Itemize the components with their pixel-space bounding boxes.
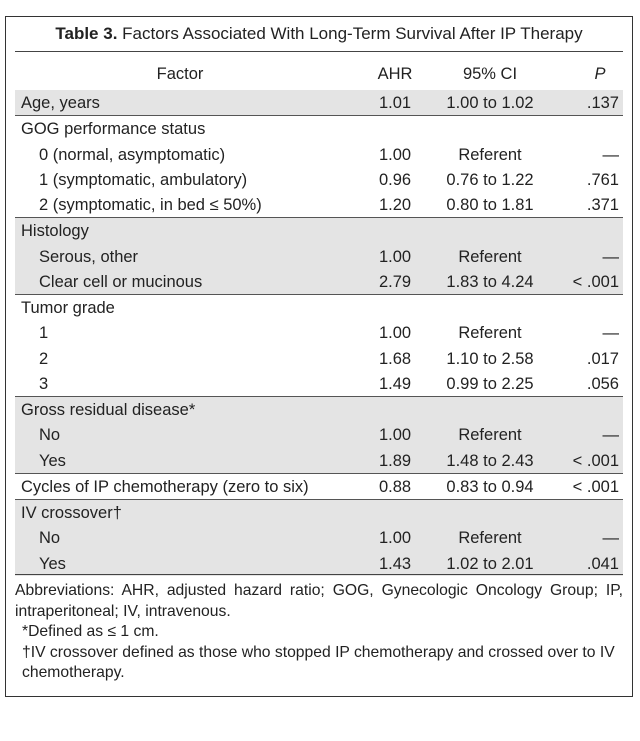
cell-factor: 0 (normal, asymptomatic) xyxy=(39,145,226,164)
cell-ahr: 1.00 xyxy=(378,426,412,445)
table-number: Table 3. xyxy=(55,24,118,43)
table-row xyxy=(15,551,623,576)
cell-ahr: 1.89 xyxy=(378,451,412,470)
table-row xyxy=(15,499,623,525)
cell-factor: 2 xyxy=(39,349,49,368)
header-factor: Factor xyxy=(156,65,204,83)
cell-p: .371 xyxy=(586,196,619,214)
cell-factor: Yes xyxy=(39,554,66,573)
table-row xyxy=(15,396,623,422)
cell-ahr: 1.43 xyxy=(378,554,412,573)
table-caption: Factors Associated With Long-Term Survival After IP Therapy xyxy=(122,24,583,43)
cell-ci: 0.76 to 1.22 xyxy=(446,170,534,189)
cell-ci: Referent xyxy=(458,324,522,343)
cell-ci: 1.02 to 2.01 xyxy=(446,554,534,573)
cell-factor: 3 xyxy=(39,374,49,393)
cell-ci: Referent xyxy=(458,529,522,548)
cell-factor: IV crossover† xyxy=(21,504,122,522)
cell-p: — xyxy=(602,247,619,266)
cell-ci: 1.48 to 2.43 xyxy=(446,451,534,470)
cell-ahr: 1.68 xyxy=(378,349,412,368)
cell-factor: 2 (symptomatic, in bed ≤ 50%) xyxy=(39,196,262,214)
cell-p: .056 xyxy=(586,374,619,393)
cell-p: .137 xyxy=(586,94,619,112)
header-ci: 95% CI xyxy=(462,65,518,83)
cell-factor: No xyxy=(39,529,61,548)
cell-p: — xyxy=(602,324,619,343)
cell-ci: 1.83 to 4.24 xyxy=(446,272,534,291)
table-row xyxy=(15,346,623,371)
cell-p: — xyxy=(602,529,619,548)
table-row xyxy=(15,294,623,320)
cell-factor: Age, years xyxy=(21,94,100,112)
table-title xyxy=(6,23,632,45)
cell-factor: 1 xyxy=(39,324,49,343)
cell-ci: 0.99 to 2.25 xyxy=(446,374,534,393)
cell-factor: Tumor grade xyxy=(21,299,115,317)
cell-p: .041 xyxy=(586,554,619,573)
cell-ahr: 1.00 xyxy=(378,247,412,266)
footnote-abbreviations: Abbreviations: AHR, adjusted hazard ratio; GOG, Gynecologic Oncology Group; IP, intraperitoneal; IV, intravenous. xyxy=(15,582,623,620)
cell-p: < .001 xyxy=(572,451,619,470)
cell-ahr: 1.00 xyxy=(378,529,412,548)
table-row xyxy=(15,142,623,167)
cell-ahr: 0.96 xyxy=(378,170,412,189)
header-ahr: AHR xyxy=(377,65,413,83)
table-row xyxy=(15,167,623,192)
cell-ahr: 1.01 xyxy=(378,94,412,112)
cell-factor: Serous, other xyxy=(39,247,139,266)
table-row xyxy=(15,525,623,550)
table-row xyxy=(15,115,623,141)
cell-ci: 0.83 to 0.94 xyxy=(446,477,534,496)
table-row xyxy=(15,244,623,269)
table-footnotes xyxy=(15,574,623,684)
cell-p: .761 xyxy=(586,170,619,189)
table-frame xyxy=(5,16,633,697)
cell-factor: Yes xyxy=(39,451,66,470)
cell-ci: 1.00 to 1.02 xyxy=(446,94,534,112)
cell-factor: 1 (symptomatic, ambulatory) xyxy=(39,170,248,189)
cell-factor: GOG performance status xyxy=(21,120,206,139)
table-body xyxy=(15,90,623,576)
table-row xyxy=(15,371,623,396)
table-row xyxy=(15,320,623,345)
cell-ci: 1.10 to 2.58 xyxy=(446,349,534,368)
cell-factor: Cycles of IP chemotherapy (zero to six) xyxy=(21,477,309,496)
cell-ci: Referent xyxy=(458,247,522,266)
footnote-star: *Defined as ≤ 1 cm. xyxy=(22,623,159,640)
cell-ahr: 1.49 xyxy=(378,374,412,393)
cell-p: < .001 xyxy=(572,477,619,496)
cell-p: — xyxy=(602,426,619,445)
table-row xyxy=(15,473,623,499)
table-row xyxy=(15,422,623,447)
table-row xyxy=(15,90,623,115)
cell-factor: Clear cell or mucinous xyxy=(39,272,203,291)
cell-factor: Gross residual disease* xyxy=(21,401,196,419)
cell-ci: Referent xyxy=(458,145,522,164)
cell-ahr: 1.00 xyxy=(378,145,412,164)
cell-p: .017 xyxy=(586,349,619,368)
cell-factor: No xyxy=(39,426,61,445)
cell-ci: Referent xyxy=(458,426,522,445)
cell-ahr: 1.00 xyxy=(378,324,412,343)
footnote-dagger: †IV crossover defined as those who stopped IP chemotherapy and crossed over to IV chemotherapy. xyxy=(22,643,615,681)
table-row xyxy=(15,217,623,243)
header-p: P xyxy=(594,65,606,83)
cell-factor: Histology xyxy=(21,222,89,241)
cell-ahr: 1.20 xyxy=(378,196,412,214)
table-row xyxy=(15,269,623,294)
table-row xyxy=(15,448,623,473)
cell-ahr: 2.79 xyxy=(378,272,412,291)
cell-p: < .001 xyxy=(572,272,619,291)
cell-p: — xyxy=(602,145,619,164)
table-row xyxy=(15,192,623,217)
cell-ci: 0.80 to 1.81 xyxy=(446,196,534,214)
cell-ahr: 0.88 xyxy=(378,477,412,496)
